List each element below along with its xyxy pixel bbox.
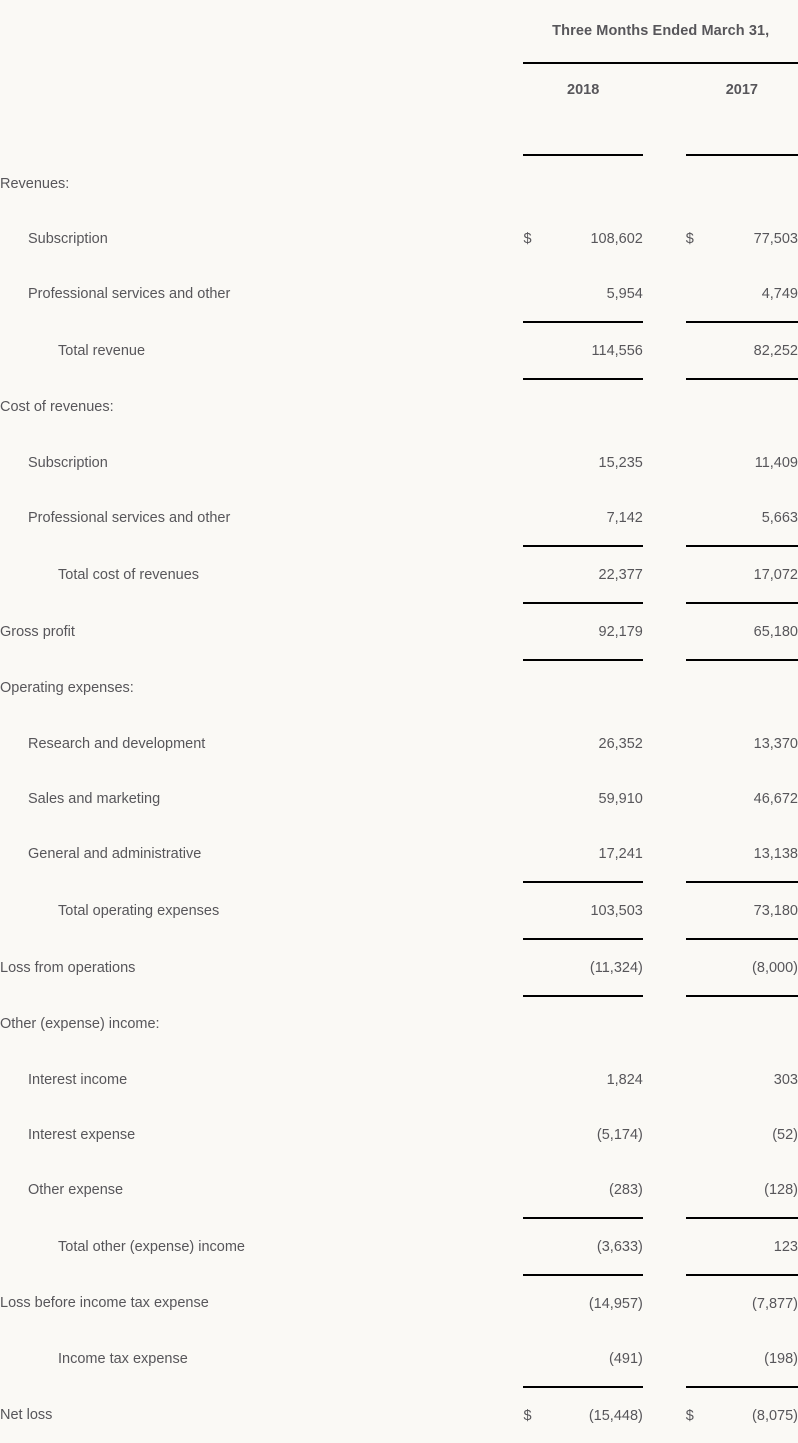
currency-symbol-2018 xyxy=(523,1275,554,1331)
currency-symbol-2017 xyxy=(686,156,717,211)
row-label: Total cost of revenues xyxy=(58,566,200,583)
currency-symbol-2018 xyxy=(523,435,554,490)
value-2018: 108,602 xyxy=(590,230,643,247)
currency-symbol-2017: $ xyxy=(685,230,694,247)
value-2018: 22,377 xyxy=(554,546,643,603)
value-2018: 26,352 xyxy=(598,735,643,752)
table-header xyxy=(0,0,798,156)
value-2018 xyxy=(554,660,643,716)
value-2017: 17,072 xyxy=(716,546,798,603)
row-label: Loss before income tax expense xyxy=(0,1295,209,1311)
column-gap xyxy=(643,1218,686,1275)
header-period-row xyxy=(0,0,798,63)
table-body xyxy=(0,156,798,1443)
currency-symbol-2018 xyxy=(523,996,554,1052)
table-row xyxy=(0,882,798,939)
header-rule-2018 xyxy=(523,63,642,110)
header-spacer-2 xyxy=(0,63,523,110)
column-gap xyxy=(643,490,686,546)
table-row xyxy=(0,1275,798,1331)
value-2017: 73,180 xyxy=(716,882,798,939)
currency-symbol-2017 xyxy=(686,603,717,660)
row-label: Total revenue xyxy=(58,342,146,359)
column-gap xyxy=(643,266,686,322)
underline-2018 xyxy=(523,110,642,156)
value-2017: (7,877) xyxy=(716,1275,798,1331)
value-2018: (15,448) xyxy=(554,1387,643,1443)
table-row xyxy=(0,435,798,490)
value-2017 xyxy=(716,996,798,1052)
value-2017: 11,409 xyxy=(754,454,798,471)
currency-symbol-2017 xyxy=(686,716,717,771)
column-gap xyxy=(643,435,686,490)
value-2017: 13,138 xyxy=(753,845,798,862)
value-2018: 5,954 xyxy=(606,285,643,302)
currency-symbol-2017 xyxy=(686,771,717,826)
column-gap xyxy=(643,156,686,211)
table-row xyxy=(0,939,798,996)
header-years-row xyxy=(0,63,798,110)
table-row xyxy=(0,546,798,603)
value-2017 xyxy=(716,156,798,211)
underline-bar-2017 xyxy=(686,116,798,156)
row-label: Subscription xyxy=(28,454,108,471)
value-2018: 7,142 xyxy=(606,509,643,526)
column-gap xyxy=(643,939,686,996)
row-label: Total operating expenses xyxy=(58,902,220,919)
value-2017: 46,672 xyxy=(753,790,798,807)
value-2017: 4,749 xyxy=(761,285,798,302)
row-label: Professional services and other xyxy=(28,510,231,526)
currency-symbol-2018: $ xyxy=(523,230,532,247)
header-underline-row xyxy=(0,110,798,156)
currency-symbol-2017 xyxy=(686,882,717,939)
value-2018: (11,324) xyxy=(554,939,643,996)
table-row xyxy=(0,1218,798,1275)
header-spacer-3 xyxy=(0,110,523,156)
currency-symbol-2018 xyxy=(523,882,554,939)
table-row xyxy=(0,1331,798,1387)
value-2017: 65,180 xyxy=(716,603,798,660)
currency-symbol-2017 xyxy=(686,266,717,322)
currency-symbol-2017: $ xyxy=(686,1387,717,1443)
value-2018: (491) xyxy=(609,1350,643,1367)
currency-symbol-2018 xyxy=(523,490,554,546)
currency-symbol-2018 xyxy=(523,156,554,211)
currency-symbol-2017 xyxy=(686,1218,717,1275)
header-period-cell xyxy=(523,0,798,63)
currency-symbol-2017 xyxy=(686,490,717,546)
currency-symbol-2017 xyxy=(686,1107,717,1162)
column-gap xyxy=(643,1052,686,1107)
currency-symbol-2018 xyxy=(523,322,554,379)
value-2018: (14,957) xyxy=(554,1275,643,1331)
value-2017: (8,075) xyxy=(716,1387,798,1443)
table-row xyxy=(0,660,798,716)
value-2017: (8,000) xyxy=(716,939,798,996)
value-2017: (128) xyxy=(764,1181,798,1198)
column-gap xyxy=(643,1331,686,1387)
column-header-2017: 2017 xyxy=(725,82,758,98)
currency-symbol-2018 xyxy=(523,660,554,716)
currency-symbol-2017 xyxy=(686,939,717,996)
currency-symbol-2018 xyxy=(523,716,554,771)
value-2018: (5,174) xyxy=(596,1126,643,1143)
row-label: Gross profit xyxy=(0,623,75,640)
currency-symbol-2018: $ xyxy=(523,1387,554,1443)
column-gap xyxy=(643,1162,686,1218)
value-2017: (52) xyxy=(772,1126,798,1143)
column-gap xyxy=(643,716,686,771)
row-label: Revenues: xyxy=(0,175,70,192)
currency-symbol-2017 xyxy=(686,546,717,603)
table-row xyxy=(0,1162,798,1218)
value-2017 xyxy=(716,660,798,716)
value-2018: (283) xyxy=(609,1181,643,1198)
row-label: Sales and marketing xyxy=(28,790,161,807)
currency-symbol-2017 xyxy=(686,1162,717,1218)
row-label: Interest expense xyxy=(28,1126,136,1143)
value-2017: 123 xyxy=(716,1218,798,1275)
table-row xyxy=(0,379,798,435)
underline-gap xyxy=(643,110,686,156)
currency-symbol-2018 xyxy=(523,771,554,826)
table-row xyxy=(0,156,798,211)
table-row xyxy=(0,603,798,660)
column-gap xyxy=(643,379,686,435)
currency-symbol-2018 xyxy=(523,1218,554,1275)
row-label: Other (expense) income: xyxy=(0,1016,160,1032)
currency-symbol-2018 xyxy=(523,1107,554,1162)
column-gap xyxy=(643,882,686,939)
table-row xyxy=(0,1052,798,1107)
underline-bar-2018 xyxy=(523,116,642,156)
currency-symbol-2018 xyxy=(523,266,554,322)
value-2017: 13,370 xyxy=(753,735,798,752)
value-2017: (198) xyxy=(764,1350,798,1367)
currency-symbol-2017 xyxy=(686,826,717,882)
table-row xyxy=(0,211,798,266)
underline-2017 xyxy=(686,110,798,156)
value-2018 xyxy=(554,996,643,1052)
row-label: Other expense xyxy=(28,1182,124,1198)
table-row xyxy=(0,996,798,1052)
currency-symbol-2018 xyxy=(523,1162,554,1218)
currency-symbol-2017 xyxy=(686,322,717,379)
currency-symbol-2017 xyxy=(686,435,717,490)
column-gap xyxy=(643,546,686,603)
currency-symbol-2017 xyxy=(686,379,717,435)
currency-symbol-2018 xyxy=(523,1331,554,1387)
column-gap xyxy=(643,771,686,826)
value-2018: (3,633) xyxy=(554,1218,643,1275)
column-gap xyxy=(643,211,686,266)
currency-symbol-2018 xyxy=(523,1052,554,1107)
table-row xyxy=(0,771,798,826)
currency-symbol-2018 xyxy=(523,546,554,603)
column-gap xyxy=(643,826,686,882)
value-2018: 103,503 xyxy=(554,882,643,939)
table-row xyxy=(0,1387,798,1443)
currency-symbol-2017 xyxy=(686,996,717,1052)
column-gap xyxy=(643,660,686,716)
row-label: Income tax expense xyxy=(58,1351,188,1367)
currency-symbol-2017 xyxy=(686,1052,717,1107)
table-row xyxy=(0,266,798,322)
currency-symbol-2017 xyxy=(686,1275,717,1331)
header-rule-gap xyxy=(643,63,686,110)
row-label: Loss from operations xyxy=(0,959,136,976)
column-header-2018: 2018 xyxy=(567,82,600,98)
row-label: Professional services and other xyxy=(28,286,231,302)
column-gap xyxy=(643,603,686,660)
period-label: Three Months Ended March 31, xyxy=(552,23,770,39)
currency-symbol-2017 xyxy=(686,1331,717,1387)
row-label: Subscription xyxy=(28,230,108,247)
column-gap xyxy=(643,1387,686,1443)
value-2017: 5,663 xyxy=(761,509,798,526)
row-label: Total other (expense) income xyxy=(58,1238,245,1255)
row-label: Interest income xyxy=(28,1071,128,1088)
value-2018: 17,241 xyxy=(598,845,643,862)
column-gap xyxy=(643,996,686,1052)
value-2018: 1,824 xyxy=(606,1071,643,1088)
currency-symbol-2017 xyxy=(686,660,717,716)
header-rule-2017 xyxy=(686,63,798,110)
currency-symbol-2018 xyxy=(523,603,554,660)
row-label: Operating expenses: xyxy=(0,680,134,696)
table-row xyxy=(0,1107,798,1162)
row-label: Cost of revenues: xyxy=(0,399,114,415)
value-2017: 303 xyxy=(773,1071,798,1088)
value-2018: 92,179 xyxy=(554,603,643,660)
value-2018: 15,235 xyxy=(598,454,643,471)
row-label: Net loss xyxy=(0,1407,53,1423)
row-label: General and administrative xyxy=(28,846,202,862)
table-row xyxy=(0,716,798,771)
value-2017 xyxy=(716,379,798,435)
table-row xyxy=(0,322,798,379)
currency-symbol-2018 xyxy=(523,826,554,882)
value-2017: 82,252 xyxy=(716,322,798,379)
value-2017: 77,503 xyxy=(753,230,798,247)
value-2018 xyxy=(554,156,643,211)
table-row xyxy=(0,826,798,882)
currency-symbol-2018 xyxy=(523,379,554,435)
column-gap xyxy=(643,322,686,379)
value-2018: 59,910 xyxy=(598,790,643,807)
row-label: Research and development xyxy=(28,735,206,752)
column-gap xyxy=(643,1107,686,1162)
value-2018 xyxy=(554,379,643,435)
currency-symbol-2018 xyxy=(523,939,554,996)
table-row xyxy=(0,490,798,546)
header-spacer xyxy=(0,0,523,63)
value-2018: 114,556 xyxy=(554,322,643,379)
column-gap xyxy=(643,1275,686,1331)
